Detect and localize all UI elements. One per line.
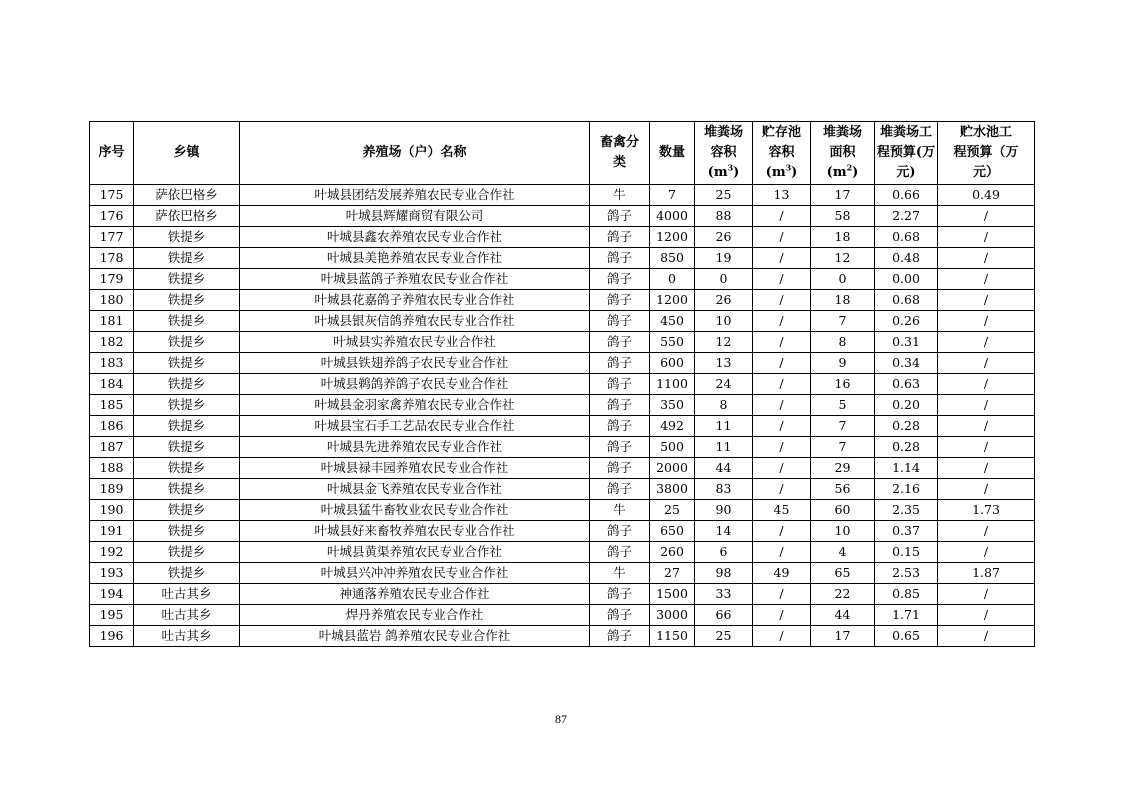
cell-manure-budget: 0.48 [875,248,938,269]
cell-township: 铁提乡 [134,290,240,311]
cell-manure-volume: 25 [695,185,753,206]
cell-tank-volume: / [753,458,811,479]
cell-farm-name: 叶城县兴冲冲养殖农民专业合作社 [240,563,590,584]
cell-pool-budget: / [938,395,1035,416]
cell-township: 吐古其乡 [134,584,240,605]
cell-manure-volume: 11 [695,437,753,458]
table-row [90,290,1035,311]
cell-township: 铁提乡 [134,332,240,353]
cell-farm-name: 叶城县实养殖农民专业合作社 [240,332,590,353]
cell-seq: 176 [90,206,134,227]
cell-livestock: 鸽子 [590,626,650,647]
cell-pool-budget: / [938,584,1035,605]
cell-seq: 196 [90,626,134,647]
cell-quantity: 1500 [650,584,695,605]
cell-quantity: 1150 [650,626,695,647]
cell-manure-volume: 25 [695,626,753,647]
cell-livestock: 鸽子 [590,605,650,626]
cell-manure-volume: 26 [695,227,753,248]
cell-manure-budget: 0.31 [875,332,938,353]
cell-manure-budget: 0.28 [875,416,938,437]
cell-farm-name: 叶城县先进养殖农民专业合作社 [240,437,590,458]
cell-seq: 183 [90,353,134,374]
cell-manure-area: 58 [811,206,875,227]
cell-pool-budget: 1.73 [938,500,1035,521]
cell-manure-volume: 66 [695,605,753,626]
cell-tank-volume: / [753,416,811,437]
cell-township: 吐古其乡 [134,626,240,647]
table-row [90,269,1035,290]
cell-quantity: 3000 [650,605,695,626]
table-header-row [90,122,1035,185]
cell-manure-volume: 0 [695,269,753,290]
table-row [90,521,1035,542]
cell-manure-area: 7 [811,437,875,458]
cell-tank-volume: 13 [753,185,811,206]
cell-tank-volume: 49 [753,563,811,584]
cell-seq: 187 [90,437,134,458]
cell-tank-volume: / [753,206,811,227]
cell-farm-name: 叶城县花嘉鸽子养殖农民专业合作社 [240,290,590,311]
cell-pool-budget: / [938,542,1035,563]
cell-pool-budget: / [938,269,1035,290]
cell-manure-budget: 0.68 [875,290,938,311]
cell-township: 铁提乡 [134,311,240,332]
cell-township: 萨依巴格乡 [134,185,240,206]
cell-quantity: 3800 [650,479,695,500]
cell-tank-volume: / [753,479,811,500]
table-row [90,227,1035,248]
cell-livestock: 鸽子 [590,437,650,458]
cell-quantity: 492 [650,416,695,437]
cell-manure-budget: 1.14 [875,458,938,479]
table-row [90,311,1035,332]
header-seq: 序号 [90,122,134,185]
cell-tank-volume: / [753,605,811,626]
cell-manure-area: 8 [811,332,875,353]
cell-manure-volume: 83 [695,479,753,500]
cell-manure-volume: 44 [695,458,753,479]
cell-manure-budget: 2.53 [875,563,938,584]
cell-pool-budget: / [938,605,1035,626]
cell-farm-name: 叶城县团结发展养殖农民专业合作社 [240,185,590,206]
header-quantity: 数量 [650,122,695,185]
cell-quantity: 0 [650,269,695,290]
table-row [90,605,1035,626]
cell-farm-name: 叶城县猛牛畜牧业农民专业合作社 [240,500,590,521]
farm-budget-table [89,121,1035,647]
cell-manure-budget: 0.20 [875,395,938,416]
cell-manure-area: 12 [811,248,875,269]
cell-quantity: 550 [650,332,695,353]
cell-farm-name: 叶城县美艳养殖农民专业合作社 [240,248,590,269]
table-row [90,395,1035,416]
cell-manure-volume: 6 [695,542,753,563]
cell-farm-name: 叶城县银灰信鸽养殖农民专业合作社 [240,311,590,332]
cell-pool-budget: / [938,206,1035,227]
cell-manure-area: 17 [811,626,875,647]
table-row [90,542,1035,563]
cell-tank-volume: / [753,521,811,542]
cell-pool-budget: / [938,290,1035,311]
cell-pool-budget: / [938,227,1035,248]
cell-quantity: 260 [650,542,695,563]
cell-manure-budget: 0.63 [875,374,938,395]
cell-livestock: 鸽子 [590,479,650,500]
cell-livestock: 鸽子 [590,542,650,563]
header-livestock: 畜禽分 类 [590,122,650,185]
cell-manure-volume: 26 [695,290,753,311]
cell-quantity: 7 [650,185,695,206]
cell-seq: 184 [90,374,134,395]
cell-pool-budget: / [938,353,1035,374]
cell-township: 铁提乡 [134,437,240,458]
cell-quantity: 500 [650,437,695,458]
table-row [90,458,1035,479]
cell-tank-volume: 45 [753,500,811,521]
header-township: 乡镇 [134,122,240,185]
cell-pool-budget: / [938,458,1035,479]
cell-seq: 186 [90,416,134,437]
cell-farm-name: 焊丹养殖农民专业合作社 [240,605,590,626]
cell-manure-budget: 2.35 [875,500,938,521]
cell-seq: 188 [90,458,134,479]
cell-livestock: 牛 [590,500,650,521]
cell-manure-budget: 0.66 [875,185,938,206]
cell-manure-volume: 24 [695,374,753,395]
cell-manure-area: 65 [811,563,875,584]
cell-township: 铁提乡 [134,416,240,437]
cell-township: 铁提乡 [134,542,240,563]
cell-manure-area: 5 [811,395,875,416]
cell-manure-budget: 1.71 [875,605,938,626]
cell-farm-name: 叶城县蓝岩 鸽养殖农民专业合作社 [240,626,590,647]
cell-tank-volume: / [753,227,811,248]
cell-manure-area: 16 [811,374,875,395]
cell-manure-area: 60 [811,500,875,521]
cell-tank-volume: / [753,395,811,416]
cell-farm-name: 叶城县鹈鸽养鸽子农民专业合作社 [240,374,590,395]
cell-manure-area: 29 [811,458,875,479]
cell-seq: 185 [90,395,134,416]
table-row [90,437,1035,458]
cell-manure-budget: 0.26 [875,311,938,332]
cell-manure-area: 18 [811,227,875,248]
cell-pool-budget: / [938,416,1035,437]
cell-livestock: 鸽子 [590,395,650,416]
cell-manure-budget: 0.68 [875,227,938,248]
cell-seq: 191 [90,521,134,542]
table-row [90,332,1035,353]
cell-township: 铁提乡 [134,374,240,395]
cell-manure-volume: 12 [695,332,753,353]
cell-manure-area: 4 [811,542,875,563]
cell-quantity: 27 [650,563,695,584]
cell-manure-volume: 10 [695,311,753,332]
cell-farm-name: 叶城县宝石手工艺品农民专业合作社 [240,416,590,437]
cell-pool-budget: / [938,479,1035,500]
cell-livestock: 牛 [590,563,650,584]
cell-seq: 175 [90,185,134,206]
cell-tank-volume: / [753,269,811,290]
cell-farm-name: 叶城县金羽家禽养殖农民专业合作社 [240,395,590,416]
cell-manure-area: 44 [811,605,875,626]
cell-tank-volume: / [753,542,811,563]
cell-tank-volume: / [753,332,811,353]
cell-manure-volume: 8 [695,395,753,416]
table-row [90,353,1035,374]
table-row [90,626,1035,647]
header-manure-budget: 堆粪场工 程预算(万 元) [875,122,938,185]
cell-seq: 177 [90,227,134,248]
cell-manure-budget: 0.65 [875,626,938,647]
cell-farm-name: 叶城县辉耀商贸有限公司 [240,206,590,227]
cell-manure-volume: 13 [695,353,753,374]
cell-manure-area: 0 [811,269,875,290]
cell-seq: 194 [90,584,134,605]
cell-livestock: 鸽子 [590,332,650,353]
cell-manure-budget: 0.15 [875,542,938,563]
cell-pool-budget: / [938,374,1035,395]
cell-farm-name: 叶城县铁翅养鸽子农民专业合作社 [240,353,590,374]
cell-tank-volume: / [753,584,811,605]
page-number: 87 [555,712,567,726]
cell-pool-budget: / [938,437,1035,458]
cell-manure-area: 7 [811,416,875,437]
cell-township: 铁提乡 [134,269,240,290]
cell-manure-volume: 90 [695,500,753,521]
cell-manure-volume: 19 [695,248,753,269]
cell-quantity: 450 [650,311,695,332]
cell-manure-volume: 14 [695,521,753,542]
cell-township: 铁提乡 [134,353,240,374]
cell-seq: 181 [90,311,134,332]
cell-manure-area: 9 [811,353,875,374]
cell-seq: 180 [90,290,134,311]
cell-quantity: 2000 [650,458,695,479]
cell-township: 铁提乡 [134,248,240,269]
cell-township: 铁提乡 [134,458,240,479]
cell-pool-budget: / [938,626,1035,647]
cell-pool-budget: / [938,311,1035,332]
cell-farm-name: 叶城县鑫农养殖农民专业合作社 [240,227,590,248]
cell-livestock: 鸽子 [590,206,650,227]
cell-township: 铁提乡 [134,395,240,416]
cell-tank-volume: / [753,311,811,332]
cell-farm-name: 叶城县金飞养殖农民专业合作社 [240,479,590,500]
cell-quantity: 600 [650,353,695,374]
cell-tank-volume: / [753,374,811,395]
header-tank-volume: 贮存池 容积 $(m^3)$ [753,122,811,185]
cell-pool-budget: / [938,248,1035,269]
cell-seq: 195 [90,605,134,626]
cell-manure-budget: 2.27 [875,206,938,227]
cell-tank-volume: / [753,437,811,458]
cell-seq: 192 [90,542,134,563]
cell-quantity: 1100 [650,374,695,395]
cell-livestock: 鸽子 [590,458,650,479]
cell-livestock: 鸽子 [590,290,650,311]
cell-manure-volume: 33 [695,584,753,605]
cell-livestock: 鸽子 [590,374,650,395]
cell-pool-budget: / [938,521,1035,542]
cell-livestock: 鸽子 [590,311,650,332]
cell-quantity: 350 [650,395,695,416]
table-row [90,500,1035,521]
header-manure-area: 堆粪场 面积 $(m^2)$ [811,122,875,185]
cell-seq: 179 [90,269,134,290]
cell-quantity: 4000 [650,206,695,227]
table-row [90,374,1035,395]
cell-manure-budget: 2.16 [875,479,938,500]
table-body [90,185,1035,647]
cell-manure-area: 10 [811,521,875,542]
cell-township: 铁提乡 [134,479,240,500]
cell-seq: 178 [90,248,134,269]
cell-township: 铁提乡 [134,500,240,521]
table-row [90,563,1035,584]
cell-livestock: 鸽子 [590,353,650,374]
table-row [90,584,1035,605]
table-row [90,479,1035,500]
cell-tank-volume: / [753,290,811,311]
cell-manure-budget: 0.37 [875,521,938,542]
table-row [90,248,1035,269]
table-row [90,185,1035,206]
cell-farm-name: 叶城县蓝鸽子养殖农民专业合作社 [240,269,590,290]
cell-seq: 189 [90,479,134,500]
cell-manure-volume: 98 [695,563,753,584]
cell-tank-volume: / [753,353,811,374]
cell-township: 铁提乡 [134,227,240,248]
cell-pool-budget: 1.87 [938,563,1035,584]
cell-township: 吐古其乡 [134,605,240,626]
cell-pool-budget: / [938,332,1035,353]
cell-manure-budget: 0.00 [875,269,938,290]
cell-livestock: 鸽子 [590,416,650,437]
cell-manure-budget: 0.85 [875,584,938,605]
cell-farm-name: 叶城县好来畜牧养殖农民专业合作社 [240,521,590,542]
cell-manure-area: 56 [811,479,875,500]
table-row [90,416,1035,437]
cell-seq: 193 [90,563,134,584]
header-manure-volume: 堆粪场 容积 $(m^3)$ [695,122,753,185]
cell-manure-area: 7 [811,311,875,332]
header-farm-name: 养殖场（户）名称 [240,122,590,185]
cell-township: 萨依巴格乡 [134,206,240,227]
cell-quantity: 850 [650,248,695,269]
cell-quantity: 25 [650,500,695,521]
cell-manure-volume: 11 [695,416,753,437]
cell-manure-area: 22 [811,584,875,605]
cell-quantity: 1200 [650,290,695,311]
cell-farm-name: 神通落养殖农民专业合作社 [240,584,590,605]
cell-seq: 190 [90,500,134,521]
cell-seq: 182 [90,332,134,353]
cell-quantity: 1200 [650,227,695,248]
cell-manure-volume: 88 [695,206,753,227]
cell-manure-budget: 0.28 [875,437,938,458]
cell-manure-area: 18 [811,290,875,311]
cell-livestock: 鸽子 [590,521,650,542]
cell-manure-area: 17 [811,185,875,206]
cell-livestock: 鸽子 [590,269,650,290]
cell-quantity: 650 [650,521,695,542]
cell-manure-budget: 0.34 [875,353,938,374]
cell-livestock: 鸽子 [590,584,650,605]
cell-farm-name: 叶城县禄丰园养殖农民专业合作社 [240,458,590,479]
header-pool-budget: 贮水池工 程预算（万 元） [938,122,1035,185]
cell-pool-budget: 0.49 [938,185,1035,206]
cell-township: 铁提乡 [134,521,240,542]
table-row [90,206,1035,227]
cell-tank-volume: / [753,248,811,269]
cell-livestock: 鸽子 [590,248,650,269]
cell-farm-name: 叶城县黄渠养殖农民专业合作社 [240,542,590,563]
cell-livestock: 鸽子 [590,227,650,248]
cell-tank-volume: / [753,626,811,647]
cell-township: 铁提乡 [134,563,240,584]
cell-livestock: 牛 [590,185,650,206]
